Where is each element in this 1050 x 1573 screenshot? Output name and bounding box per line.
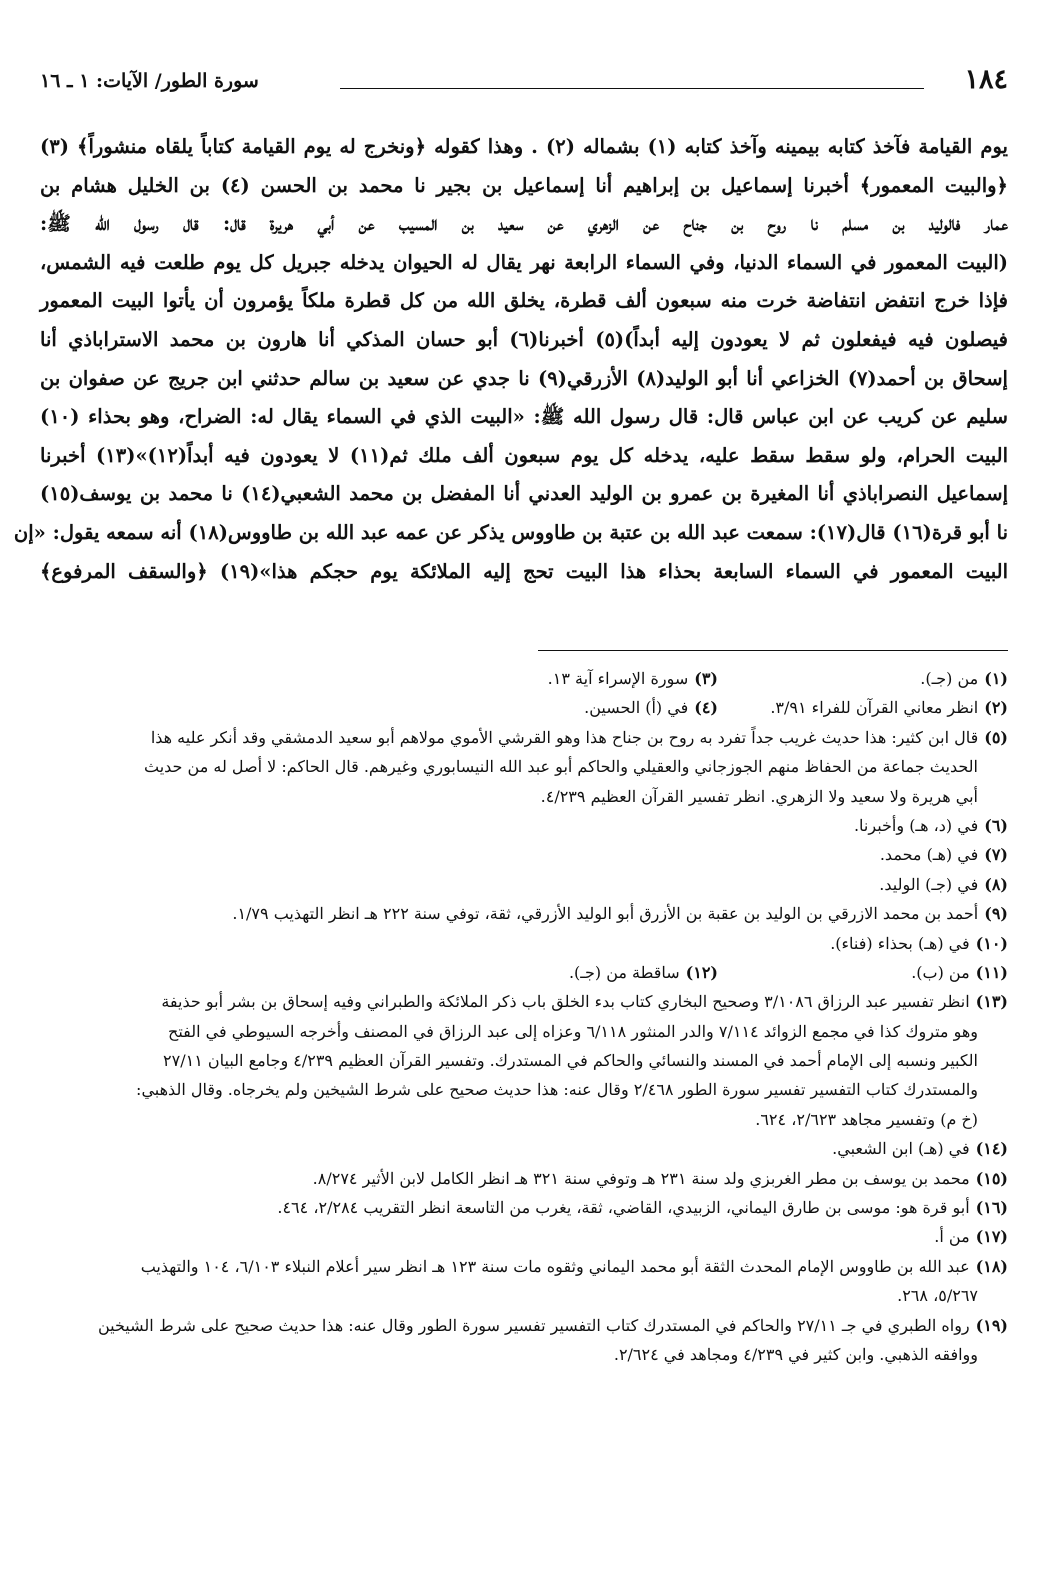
footnote-text: في (هـ) بحذاء (فناء). [830, 933, 970, 953]
footnote-number: (٢) [984, 698, 1008, 718]
footnote-text: انظر تفسير عبد الرزاق ٣/١٠٨٦ وصحيح البخاري كتاب بدء الخلق باب ذكر الملائكة والطبراني وفيه إسحاق بن بشر أبو حذيفة [161, 992, 970, 1012]
footnote-separator [538, 650, 1008, 651]
footnote-16 [40, 1193, 1008, 1222]
footnote-text: في (هـ) ابن الشعبي. [832, 1139, 970, 1159]
footnote-11 [718, 958, 1008, 987]
footnote-text: من (جـ). [920, 669, 979, 688]
footnote-text: من (ب). [911, 962, 970, 982]
main-line: يوم القيامة فآخذ كتابه بيمينه وآخذ كتابه (١) بشماله (٢) . وهذا كقوله ﴿ونخرج له يوم القيامة كتاباً يلقاه منشوراً﴾ (٣) [40, 135, 1008, 158]
main-line: (البيت المعمور في السماء الدنيا، وفي السماء الرابعة نهر يقال له الحيوان يدخله جبريل كل يوم طلعت فيه الشمس، [40, 250, 1008, 274]
footnote-19 [40, 1311, 1008, 1340]
footnote-text: عبد الله بن طاووس الإمام المحدث الثقة أبو محمد اليماني وثقوه مات سنة ١٢٣ هـ انظر سير أعلام النبلاء ٦/١٠٣، ١٠٤ والتهذيب [140, 1256, 970, 1276]
main-line: إسحاق بن أحمد(٧) الخزاعي أنا أبو الوليد(٨) الأزرقي(٩) نا جدي عن سعيد بن سالم حدثني ابن جريج عن صفوان بن [40, 366, 1008, 390]
footnote-text: محمد بن يوسف بن مطر الغربزي ولد سنة ٢٣١ هـ وتوفي سنة ٣٢١ هـ انظر الكامل لابن الأثير ٨/٢٧٤. [312, 1168, 970, 1188]
footnote-text: سورة الإسراء آية ١٣. [547, 669, 689, 688]
footnote-7 [40, 840, 1008, 869]
footnote-number: (٧) [984, 845, 1008, 865]
footnote-13 [40, 987, 1008, 1016]
footnote-18 [40, 1252, 1008, 1281]
footnote-row [40, 664, 1008, 693]
footnote-3 [428, 664, 718, 693]
footnote-row [40, 693, 1008, 722]
header-rule [340, 88, 924, 89]
footnote-continuation: والمستدرك كتاب التفسير تفسير سورة الطور ٢/٤٦٨ وقال عنه: هذا حديث صحيح على شرط الشيخين ولم يخرجاه. وقال الذهبي: [136, 1080, 978, 1100]
main-line: البيت الحرام، ولو سقط سقط عليه، يدخله كل يوم سبعون ألف ملك ثم(١١) لا يعودون فيه أبداً(١٢)»(١٣) أخبرنا [40, 443, 1009, 467]
footnote-continuation: وهو متروك كذا في مجمع الزوائد ٧/١١٤ والدر المنثور ٦/١١٨ وعزاه إلى عبد الرزاق في المصنف وأخرجه السيوطي في الفتح [167, 1021, 978, 1041]
footnote-continuation: (خ م) وتفسير مجاهد ٢/٦٢٣، ٦٢٤. [755, 1109, 978, 1129]
footnote-number: (٩) [984, 904, 1008, 924]
page-number: ١٨٤ [964, 64, 1008, 95]
footnote-text: في (هـ) محمد. [879, 845, 979, 865]
footnote-14 [40, 1134, 1008, 1163]
main-line: فإذا خرج انتفض انتفاضة خرت منه سبعون ألف قطرة، يخلق الله من كل قطرة ملكاً يؤمرون أن يأتوا البيت المعمور [40, 289, 1008, 313]
footnote-4 [428, 693, 718, 722]
footnote-number: (١٧) [975, 1227, 1008, 1247]
footnote-text: ساقطة من (جـ). [568, 962, 680, 982]
main-line: إسماعيل النصراباذي أنا المغيرة بن عمرو بن الوليد العدني أنا المفضل بن محمد الشعبي(١٤) نا محمد بن يوسف(١٥) [40, 482, 1008, 506]
footnote-text: في (أ) الحسين. [584, 698, 689, 718]
footnote-1 [718, 664, 1008, 693]
footnote-12 [428, 958, 718, 987]
main-line: نا أبو قرة(١٦) قال(١٧): سمعت عبد الله بن عتبة بن طاووس يذكر عن عمه عبد الله بن طاووس(١٨) أنه سمعه يقول: «إن [13, 520, 1008, 544]
footnote-text: أحمد بن محمد الازرقي بن الوليد بن عقبة بن الأزرق أبو الوليد الأزرقي، ثقة، توفي سنة ٢٢٢ هـ انظر التهذيب ١/٧٩. [232, 904, 979, 924]
footnote-number: (١٢) [685, 962, 718, 982]
footnote-number: (١) [984, 669, 1008, 688]
footnote-text: انظر معاني القرآن للفراء ٣/٩١. [770, 698, 979, 718]
footnote-number: (١٨) [975, 1256, 1008, 1276]
footnote-text: من أ. [934, 1227, 970, 1247]
footnote-number: (٤) [694, 698, 718, 718]
footnote-17 [40, 1222, 1008, 1251]
main-line: سليم عن كريب عن ابن عباس قال: قال رسول الله ﷺ: «البيت الذي في السماء يقال له: الضراح، وهو بحذاء (١٠) [40, 405, 1008, 429]
footnote-number: (٦) [984, 815, 1008, 835]
main-line: ﴿والبيت المعمور﴾ أخبرنا إسماعيل بن إبراهيم أنا إسماعيل بن بجير نا محمد بن الحسن (٤) بن الخليل هشام بن [40, 173, 1008, 197]
footnote-text: قال ابن كثير: هذا حديث غريب جداً تفرد به روح بن جناح هذا وهو القرشي الأموي مولاهم أبو سعيد الدمشقي وقد أنكر عليه هذا [150, 727, 979, 747]
footnotes [40, 664, 1008, 1369]
footnote-text: في (جـ) الوليد. [879, 874, 979, 894]
footnote-text: في (د، هـ) وأخبرنا. [853, 815, 979, 835]
footnote-2 [718, 693, 1008, 722]
footnote-number: (١٦) [975, 1198, 1008, 1218]
running-title: سورة الطور/ الآيات: ١ ـ ١٦ [40, 70, 259, 92]
footnote-6 [40, 811, 1008, 840]
footnote-5 [40, 723, 1008, 752]
footnote-8 [40, 870, 1008, 899]
footnote-15 [40, 1164, 1008, 1193]
footnote-continuation: الحديث جماعة من الحفاظ منهم الجوزجاني والعقيلي والحاكم أبو عبد الله النيسابوري وغيرهم. قال الحاكم: لا أصل له من حديث [143, 757, 978, 777]
footnote-number: (١٥) [975, 1168, 1008, 1188]
footnote-continuation: ٥/٢٦٧، ٢٦٨. [897, 1286, 978, 1306]
footnote-text: رواه الطبري في جـ ٢٧/١١ والحاكم في المستدرك كتاب التفسير تفسير سورة الطور وقال عنه: هذا حديث صحيح على شرط الشيخين [97, 1315, 970, 1335]
footnote-number: (١٣) [975, 992, 1008, 1012]
footnote-number: (٣) [694, 669, 718, 688]
main-line: عمار فالوليد بن مسلم نا روح بن جناح عن الزهري عن سعيد بن المسيب عن أبي هريرة قال: قال رسول الله ﷺ: [40, 212, 1008, 236]
footnote-continuation: أبي هريرة ولا سعيد ولا الزهري. انظر تفسير القرآن العظيم ٤/٢٣٩. [540, 786, 978, 806]
main-text [13, 128, 1009, 591]
footnote-number: (١٤) [975, 1139, 1008, 1159]
footnote-number: (١٠) [975, 933, 1008, 953]
footnote-text: أبو قرة هو: موسى بن طارق اليماني، الزبيدي، القاضي، ثقة، يغرب من التاسعة انظر التقريب ٢/٢٨٤، ٤٦٤. [277, 1198, 970, 1218]
footnote-continuation: ووافقه الذهبي. وابن كثير في ٤/٢٣٩ ومجاهد في ٢/٦٢٤. [613, 1344, 978, 1364]
footnote-number: (٨) [984, 874, 1008, 894]
footnote-number: (١٩) [975, 1315, 1008, 1335]
footnote-10 [40, 929, 1008, 958]
footnote-number: (١١) [975, 962, 1008, 982]
footnote-row [40, 958, 1008, 987]
footnote-continuation: الكبير ونسبه إلى الإمام أحمد في المسند والنسائي والحاكم في المستدرك. وتفسير القرآن العظيم ٤/٢٣٩ وجامع البيان ٢٧/١١ [163, 1051, 978, 1071]
footnote-number: (٥) [984, 727, 1008, 747]
page-header [40, 58, 1008, 104]
footnote-9 [40, 899, 1008, 928]
main-line: البيت المعمور في السماء السابعة بحذاء هذا البيت تحج إليه الملائكة يوم حجكم هذا»(١٩) ﴿والسقف المرفوع﴾ [40, 559, 1008, 583]
main-line: فيصلون فيه فيفعلون ثم لا يعودون إليه أبداً)(٥) أخبرنا(٦) أبو حسان المذكي أنا هارون بن محمد الاستراباذي أنا [40, 327, 1008, 351]
